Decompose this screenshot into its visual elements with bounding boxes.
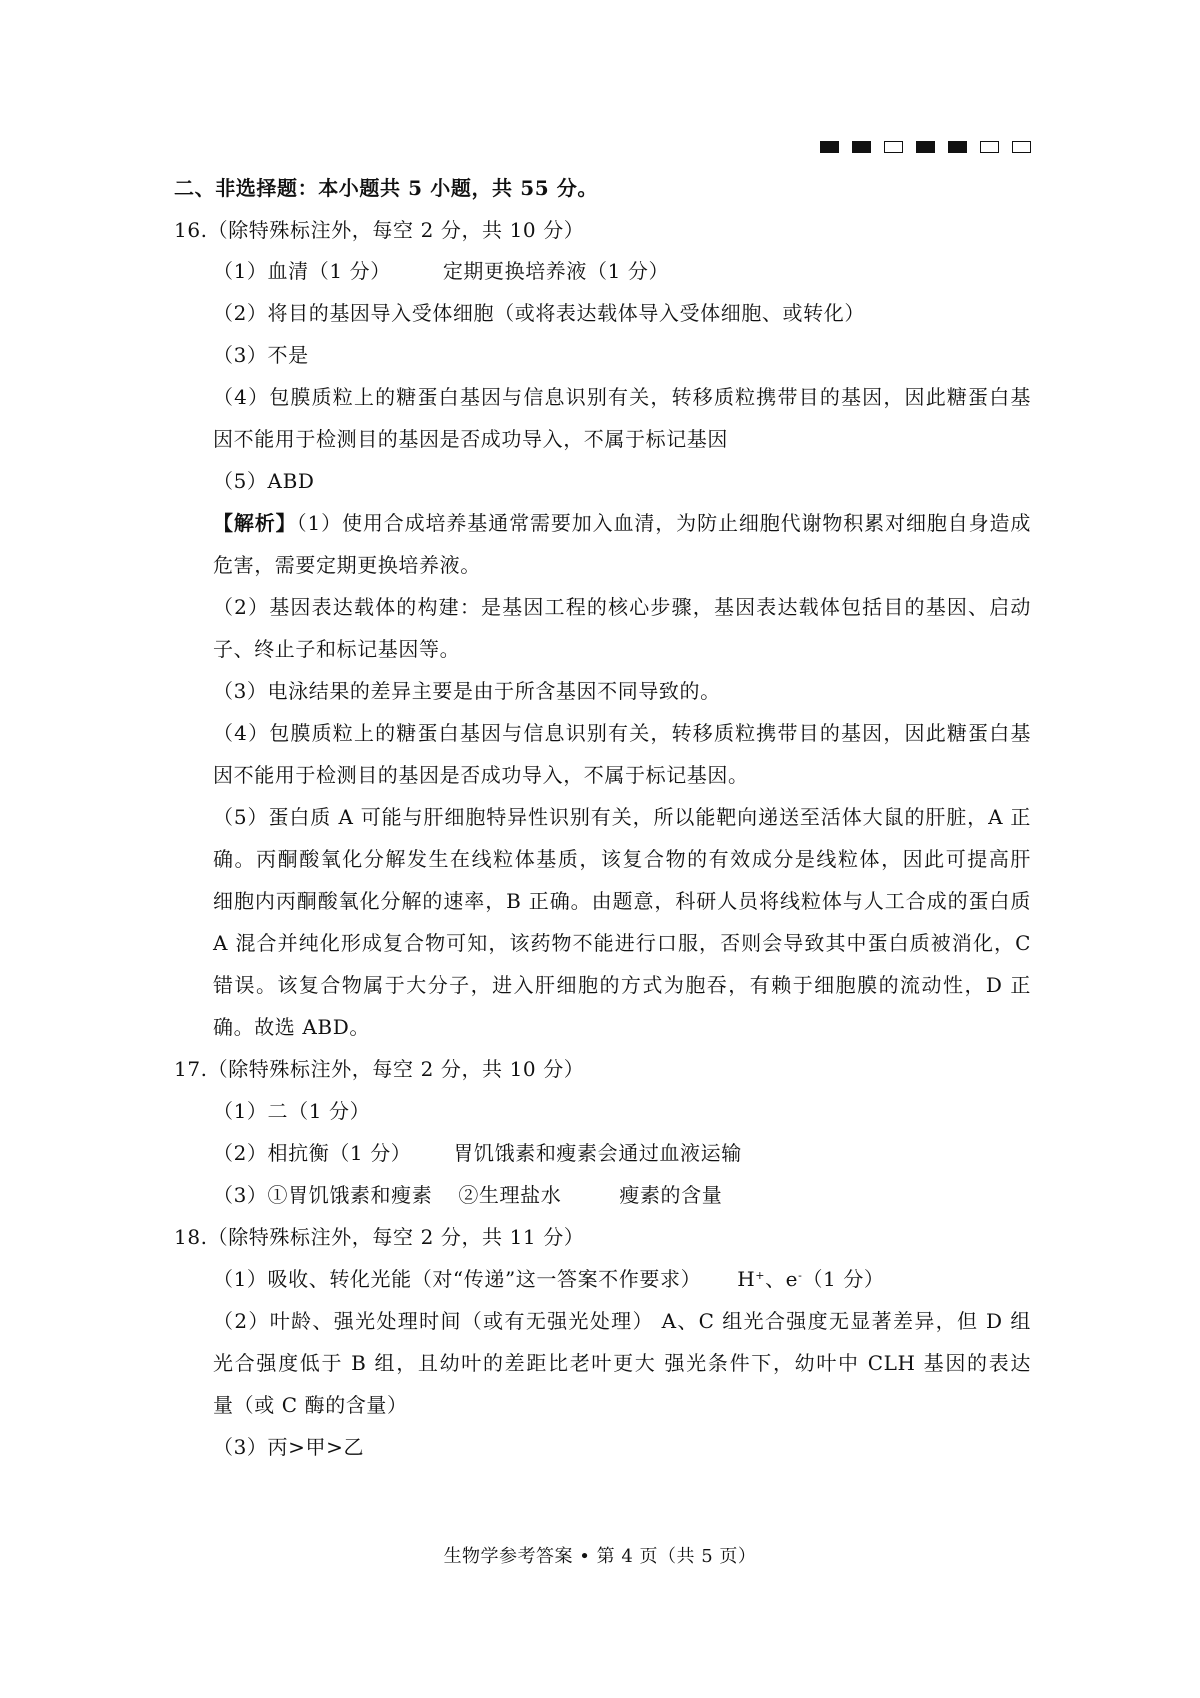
header-mark-empty (980, 141, 999, 153)
q17-answer-3b: ②生理盐水 (458, 1183, 562, 1207)
q18-answer-2-line-3: 量（或 C 酶的含量） (213, 1393, 408, 1417)
header-mark-filled (916, 141, 935, 153)
header-marks (820, 141, 1031, 153)
q16-explanation-2-line-1: （2）基因表达载体的构建：是基因工程的核心步骤，基因表达载体包括目的基因、启动 (213, 595, 1031, 619)
q18-h-symbol: H (737, 1267, 756, 1291)
page-footer: 生物学参考答案 • 第 4 页（共 5 页） (443, 1546, 757, 1567)
q18-answer-3: （3）丙>甲>乙 (213, 1435, 365, 1459)
header-mark-filled (820, 141, 839, 153)
q18-answer-1b (737, 1267, 884, 1291)
header-mark-filled (852, 141, 871, 153)
q16-answer-5: （5）ABD (213, 469, 315, 493)
q16-answer-3: （3）不是 (213, 343, 309, 367)
q18-answer-2-line-1a: （2）叶龄、强光处理时间（或有无强光处理） (213, 1309, 654, 1333)
q17-header: 17.（除特殊标注外，每空 2 分，共 10 分） (174, 1057, 585, 1081)
q16-explanation-5-line-6: 确。故选 ABD。 (213, 1015, 370, 1039)
q18-answer-1-score: （1 分） (802, 1267, 885, 1291)
q16-answer-4-line-1: （4）包膜质粒上的糖蛋白基因与信息识别有关，转移质粒携带目的基因，因此糖蛋白基 (213, 385, 1031, 409)
q16-answer-2: （2）将目的基因导入受体细胞（或将表达载体导入受体细胞、或转化） (213, 301, 865, 325)
q18-answer-2-line-2b: 强光条件下，幼叶中 CLH 基因的表达 (664, 1351, 1031, 1375)
q18-answer-2-line-2 (213, 1349, 1031, 1377)
q18-answer-2-line-2a: 光合强度低于 B 组，且幼叶的差距比老叶更大 (213, 1351, 657, 1375)
jiexi-label: 【解析】 (213, 511, 297, 535)
q16-explanation-5-line-4: A 混合并纯化形成复合物可知，该药物不能进行口服，否则会导致其中蛋白质被消化，C (213, 931, 1031, 955)
q16-explanation-5-line-1: （5）蛋白质 A 可能与肝细胞特异性识别有关，所以能靶向递送至活体大鼠的肝脏，A 正 (213, 805, 1031, 829)
q18-answer-1 (213, 1265, 885, 1293)
q17-answer-2a: （2）相抗衡（1 分） (213, 1141, 412, 1165)
header-mark-empty (884, 141, 903, 153)
q17-answer-1: （1）二（1 分） (213, 1099, 371, 1123)
q16-explanation-4-line-2: 因不能用于检测目的基因是否成功导入，不属于标记基因。 (213, 763, 749, 787)
q16-explanation-5-line-5: 错误。该复合物属于大分子，进入肝细胞的方式为胞吞，有赖于细胞膜的流动性，D 正 (213, 973, 1031, 997)
q16-explanation-1-text: （1）使用合成培养基通常需要加入血清，为防止细胞代谢物积累对细胞自身造成 (296, 511, 1031, 535)
header-mark-filled (948, 141, 967, 153)
q18-e-symbol: 、e (765, 1267, 799, 1291)
q16-explanation-1-line-2: 危害，需要定期更换培养液。 (213, 553, 481, 577)
q18-answer-2-line-1b: A、C 组光合强度无显著差异，但 D 组 (661, 1309, 1031, 1333)
q18-answer-1a: （1）吸收、转化光能（对“传递”这一答案不作要求） (213, 1267, 702, 1291)
q16-explanation-1-line-1 (213, 509, 1031, 537)
q16-header: 16.（除特殊标注外，每空 2 分，共 10 分） (174, 218, 585, 242)
q16-answer-4-line-2: 因不能用于检测目的基因是否成功导入，不属于标记基因 (213, 427, 728, 451)
q18-h-superscript: + (755, 1269, 766, 1282)
q17-answer-3a: （3）①胃饥饿素和瘦素 (213, 1183, 433, 1207)
q16-explanation-5-line-3: 细胞内丙酮酸氧化分解的速率，B 正确。由题意，科研人员将线粒体与人工合成的蛋白质 (213, 889, 1031, 913)
q16-answer-1 (213, 257, 669, 285)
q18-e-superscript: - (798, 1269, 803, 1282)
q18-answer-2-line-1 (213, 1307, 1031, 1335)
q16-answer-1a: （1）血清（1 分） (213, 259, 391, 283)
section-title: 二、非选择题：本小题共 5 小题，共 55 分。 (174, 176, 598, 200)
q17-answer-2 (213, 1139, 742, 1167)
q16-answer-1b: 定期更换培养液（1 分） (442, 259, 670, 283)
q17-answer-2b: 胃饥饿素和瘦素会通过血液运输 (453, 1141, 742, 1165)
q18-header: 18.（除特殊标注外，每空 2 分，共 11 分） (174, 1225, 585, 1249)
q16-explanation-2-line-2: 子、终止子和标记基因等。 (213, 637, 461, 661)
q16-explanation-4-line-1: （4）包膜质粒上的糖蛋白基因与信息识别有关，转移质粒携带目的基因，因此糖蛋白基 (213, 721, 1031, 745)
header-mark-empty (1012, 141, 1031, 153)
q16-explanation-5-line-2: 确。丙酮酸氧化分解发生在线粒体基质，该复合物的有效成分是线粒体，因此可提高肝 (213, 847, 1031, 871)
q17-answer-3c: 瘦素的含量 (619, 1183, 723, 1207)
q16-explanation-3: （3）电泳结果的差异主要是由于所含基因不同导致的。 (213, 679, 721, 703)
q17-answer-3 (213, 1181, 722, 1209)
